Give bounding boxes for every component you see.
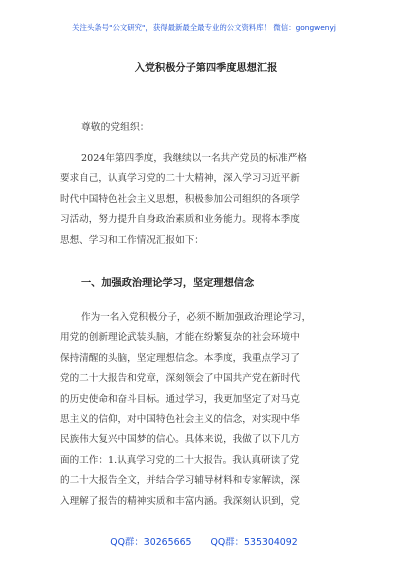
qq-group-2: QQ群：535304092 xyxy=(210,537,298,548)
paragraph-line: 面的工作：1.认真学习党的二十大报告。我认真研读了党 xyxy=(60,454,300,466)
qq-group-1: QQ群：30265665 xyxy=(110,537,192,548)
paragraph-1 xyxy=(60,149,352,251)
section-heading: 一、加强政治理论学习，坚定理想信念 xyxy=(81,278,255,289)
paragraph-line: 的二十大报告全文，并结合学习辅导材料和专家解读，深 xyxy=(60,475,300,487)
paragraph-line: 的历史使命和奋斗目标。通过学习，我更加坚定了对马克 xyxy=(60,393,300,405)
paragraph-line: 作为一名入党积极分子，必须不断加强政治理论学习， xyxy=(81,312,312,323)
paragraph-line: 习活动，努力提升自身政治素质和业务能力。现将本季度 xyxy=(60,214,300,226)
paragraph-line: 2024年第四季度，我继续以一名共产党员的标准严格 xyxy=(81,153,307,164)
paragraph-line: 党的二十大报告和党章，深刻领会了中国共产党在新时代 xyxy=(60,373,300,385)
footer-qq-groups xyxy=(0,534,408,548)
document-title: 入党积极分子第四季度思想汇报 xyxy=(134,63,278,74)
salutation: 尊敬的党组织： xyxy=(81,122,150,133)
paragraph-line: 保持清醒的头脑，坚定理想信念。本季度，我重点学习了 xyxy=(60,352,300,364)
paragraph-2 xyxy=(60,308,352,512)
header-banner: 关注头条号"公文研究"，获得最新最全最专业的公文资料库！ 微信：gongwenyj xyxy=(72,23,336,32)
paragraph-line: 用党的创新理论武装头脑，才能在纷繁复杂的社会环境中 xyxy=(60,332,300,344)
paragraph-line: 民族伟大复兴中国梦的信心。具体来说，我做了以下几方 xyxy=(60,434,300,446)
paragraph-line: 要求自己，认真学习党的二十大精神，深入学习习近平新 xyxy=(60,173,300,185)
paragraph-line: 入理解了报告的精神实质和丰富内涵。我深刻认识到，党 xyxy=(60,495,300,507)
paragraph-line: 时代中国特色社会主义思想，积极参加公司组织的各项学 xyxy=(60,193,300,205)
paragraph-line: 思主义的信仰，对中国特色社会主义的信念，对实现中华 xyxy=(60,413,300,425)
paragraph-line: 思想、学习和工作情况汇报如下： xyxy=(60,234,204,246)
